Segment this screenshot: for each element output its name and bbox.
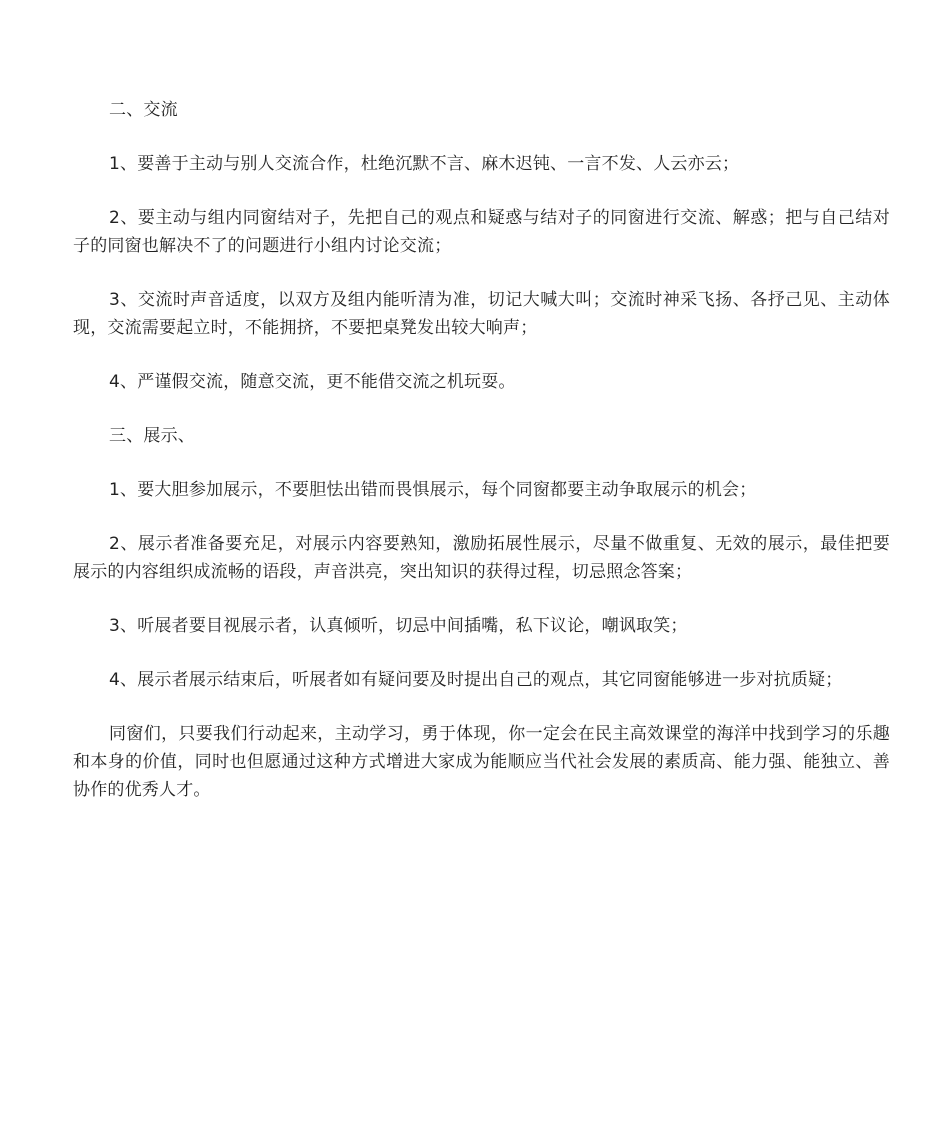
section-heading-exchange: 二、交流 xyxy=(109,100,178,120)
presentation-item-1: 1、要大胆参加展示，不要胆怯出错而畏惧展示，每个同窗都要主动争取展示的机会； xyxy=(109,480,757,500)
exchange-item-3: 3、交流时声音适度，以双方及组内能听清为准，切记大喊大叫；交流时神采飞扬、各抒己见、主动体现，交流需要起立时，不能拥挤，不要把桌凳发出较大响声； xyxy=(73,290,890,338)
presentation-item-4: 4、展示者展示结束后，听展者如有疑问要及时提出自己的观点，其它同窗能够进一步对抗质疑； xyxy=(109,670,843,690)
exchange-item-4: 4、严谨假交流，随意交流，更不能借交流之机玩耍。 xyxy=(109,372,516,392)
section-heading-presentation: 三、展示、 xyxy=(109,426,195,446)
exchange-item-1: 1、要善于主动与别人交流合作，杜绝沉默不言、麻木迟钝、一言不发、人云亦云； xyxy=(109,154,740,174)
closing-paragraph: 同窗们，只要我们行动起来，主动学习，勇于体现，你一定会在民主高效课堂的海洋中找到学习的乐趣和本身的价值，同时也但愿通过这种方式增进大家成为能顺应当代社会发展的素质高、能力强、能独立、善协作的优秀人才。 xyxy=(73,724,890,800)
exchange-item-2: 2、要主动与组内同窗结对子，先把自己的观点和疑惑与结对子的同窗进行交流、解惑；把与自己结对子的同窗也解决不了的问题进行小组内讨论交流； xyxy=(73,208,890,256)
presentation-item-3: 3、听展者要目视展示者，认真倾听，切忌中间插嘴，私下议论，嘲讽取笑； xyxy=(109,616,688,636)
presentation-item-2: 2、展示者准备要充足，对展示内容要熟知，激励拓展性展示，尽量不做重复、无效的展示，最佳把要展示的内容组织成流畅的语段，声音洪亮，突出知识的获得过程，切忌照念答案； xyxy=(73,534,890,582)
